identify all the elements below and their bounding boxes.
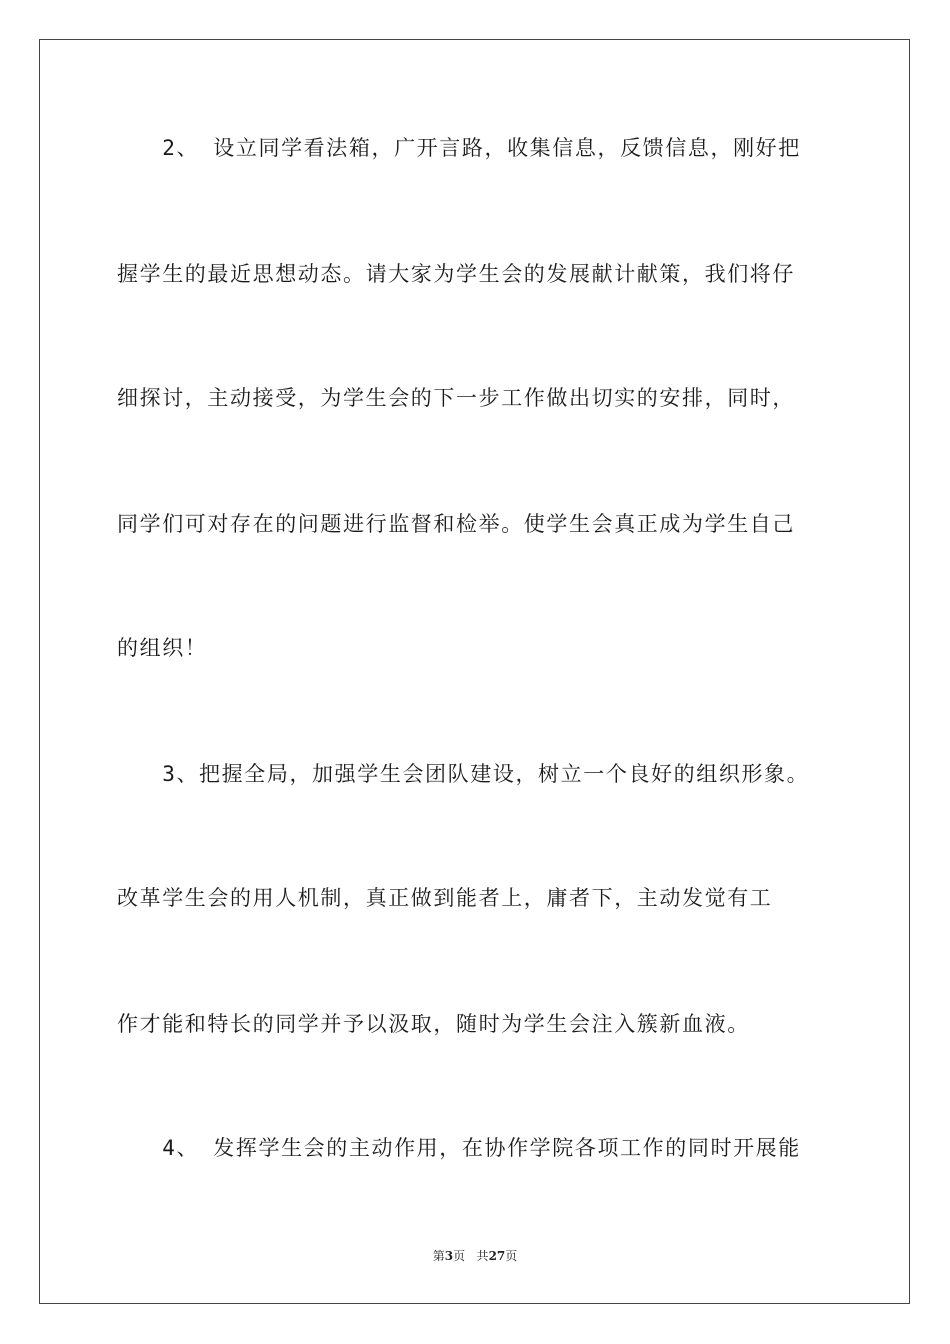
text-line-9: 4、 发挥学生会的主动作用，在协作学院各项工作的同时开展能	[117, 1136, 801, 1160]
total-pages: 27	[488, 1249, 506, 1263]
text-line-2: 握学生的最近思想动态。请大家为学生会的发展献计献策，我们将仔	[117, 262, 795, 286]
page-number: 3	[444, 1249, 454, 1263]
page-prefix: 第	[432, 1249, 445, 1263]
text-line-4: 同学们可对存在的问题进行监督和检举。使学生会真正成为学生自己	[117, 512, 795, 536]
page-suffix: 页	[453, 1249, 466, 1263]
text-line-1: 2、 设立同学看法箱，广开言路，收集信息，反馈信息，刚好把	[117, 136, 801, 160]
total-prefix: 共	[476, 1249, 489, 1263]
text-line-5: 的组织！	[117, 636, 208, 660]
total-suffix: 页	[505, 1249, 518, 1263]
page-footer	[0, 1248, 950, 1264]
text-line-7: 改革学生会的用人机制，真正做到能者上，庸者下，主动发觉有工	[117, 886, 773, 910]
text-line-8: 作才能和特长的同学并予以汲取，随时为学生会注入簇新血液。	[117, 1012, 750, 1036]
text-line-6: 3、把握全局，加强学生会团队建设，树立一个良好的组织形象。	[117, 762, 810, 786]
page-border	[39, 39, 910, 1304]
text-line-3: 细探讨，主动接受，为学生会的下一步工作做出切实的安排，同时，	[117, 386, 795, 410]
